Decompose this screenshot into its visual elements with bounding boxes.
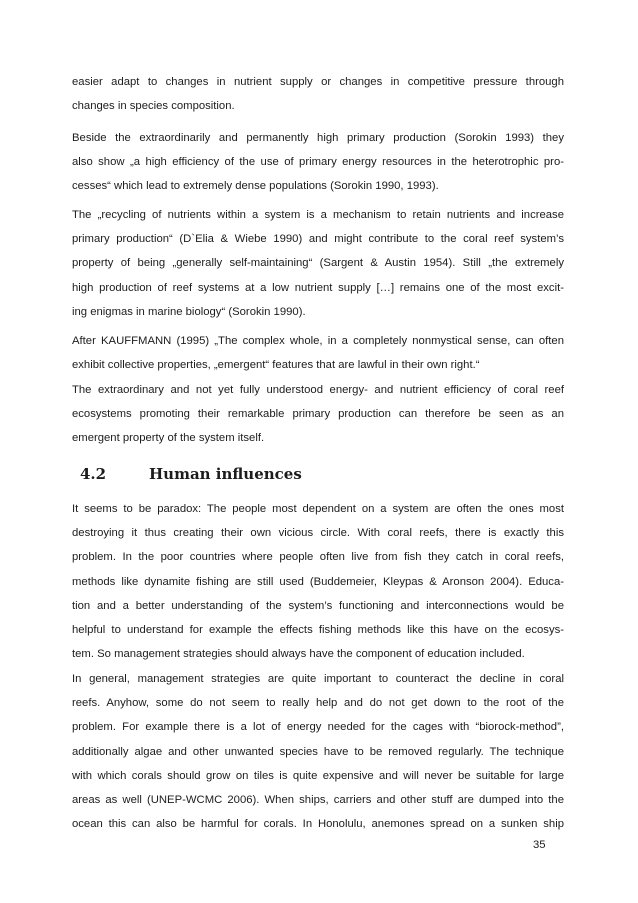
- text-line: methods like dynamite fishing are still used (Buddemeier, Kleypas & Aronson 2004). Educa-: [72, 575, 564, 588]
- text-line: Beside the extraordinarily and permanently high primary production (Sorokin 1993) they: [72, 132, 564, 144]
- text-line: primary production“ (D`Elia & Wiebe 1990) and might contribute to the coral reef system’s: [72, 233, 564, 246]
- section-number: 4.2: [80, 465, 107, 483]
- text-line: helpful to understand for example the effects fishing methods like this have on the ecosys-: [72, 624, 564, 637]
- text-line: cesses“ which lead to extremely dense populations (Sorokin 1990, 1993).: [72, 180, 439, 193]
- paragraph: [72, 329, 564, 377]
- text-line: high production of reef systems at a low nutrient supply […] remains one of the most excit-: [72, 281, 564, 294]
- text-line: The „recycling of nutrients within a system is a mechanism to retain nutrients and increase: [72, 209, 564, 221]
- text-line: property of being „generally self-maintaining“ (Sargent & Austin 1954). Still „the extremely: [72, 257, 564, 270]
- text-line: emergent property of the system itself.: [72, 432, 265, 445]
- paragraph: [72, 378, 564, 451]
- paragraph: [72, 667, 564, 836]
- text-line: with which corals should grow on tiles is quite expensive and will never be suitable for large: [72, 769, 564, 782]
- text-line: destroying it thus creating their own vicious circle. With coral reefs, there is exactly this: [72, 527, 564, 540]
- paragraph: [72, 70, 564, 118]
- section-title: Human influences: [149, 465, 302, 483]
- text-line: areas as well (UNEP-WCMC 2006). When ships, carriers and other stuff are dumped into the: [72, 794, 564, 807]
- paragraph: [72, 497, 564, 666]
- text-line: easier adapt to changes in nutrient supply or changes in competitive pressure through: [72, 76, 564, 88]
- text-line: problem. For example there is a lot of energy needed for the cages with “biorock-method”,: [72, 721, 564, 734]
- text-line: changes in species composition.: [72, 100, 235, 113]
- text-line: ing enigmas in marine biology“ (Sorokin 1990).: [72, 305, 306, 318]
- text-line: The extraordinary and not yet fully understood energy- and nutrient efficiency of coral reef: [72, 384, 564, 396]
- paragraph: [72, 203, 564, 324]
- section-heading: [80, 465, 302, 483]
- text-line: additionally algae and other unwanted species have to be removed regularly. The technique: [72, 745, 564, 758]
- paragraph: [72, 126, 564, 199]
- text-line: also show „a high efficiency of the use of primary energy resources in the heterotrophic pro-: [72, 156, 564, 169]
- text-line: tem. So management strategies should always have the component of education included.: [72, 648, 525, 661]
- text-line: problem. In the poor countries where people often live from fish they catch in coral reefs,: [72, 551, 564, 564]
- text-line: It seems to be paradox: The people most dependent on a system are often the ones most: [72, 503, 564, 515]
- text-line: In general, management strategies are quite important to counteract the decline in coral: [72, 673, 564, 685]
- text-line: reefs. Anyhow, some do not seem to really help and do not get down to the root of the: [72, 697, 564, 710]
- text-line: After KAUFFMANN (1995) „The complex whole, in a completely nonmystical sense, can often: [72, 335, 564, 347]
- text-line: ocean this can also be harmful for corals. In Honolulu, anemones spread on a sunken ship: [72, 818, 564, 831]
- text-line: ecosystems promoting their remarkable primary production can therefore be seen as an: [72, 408, 564, 421]
- text-line: exhibit collective properties, „emergent“ features that are lawful in their own right.“: [72, 359, 480, 372]
- text-line: tion and a better understanding of the system’s functioning and interconnections would be: [72, 599, 564, 612]
- page-number: 35: [533, 839, 546, 851]
